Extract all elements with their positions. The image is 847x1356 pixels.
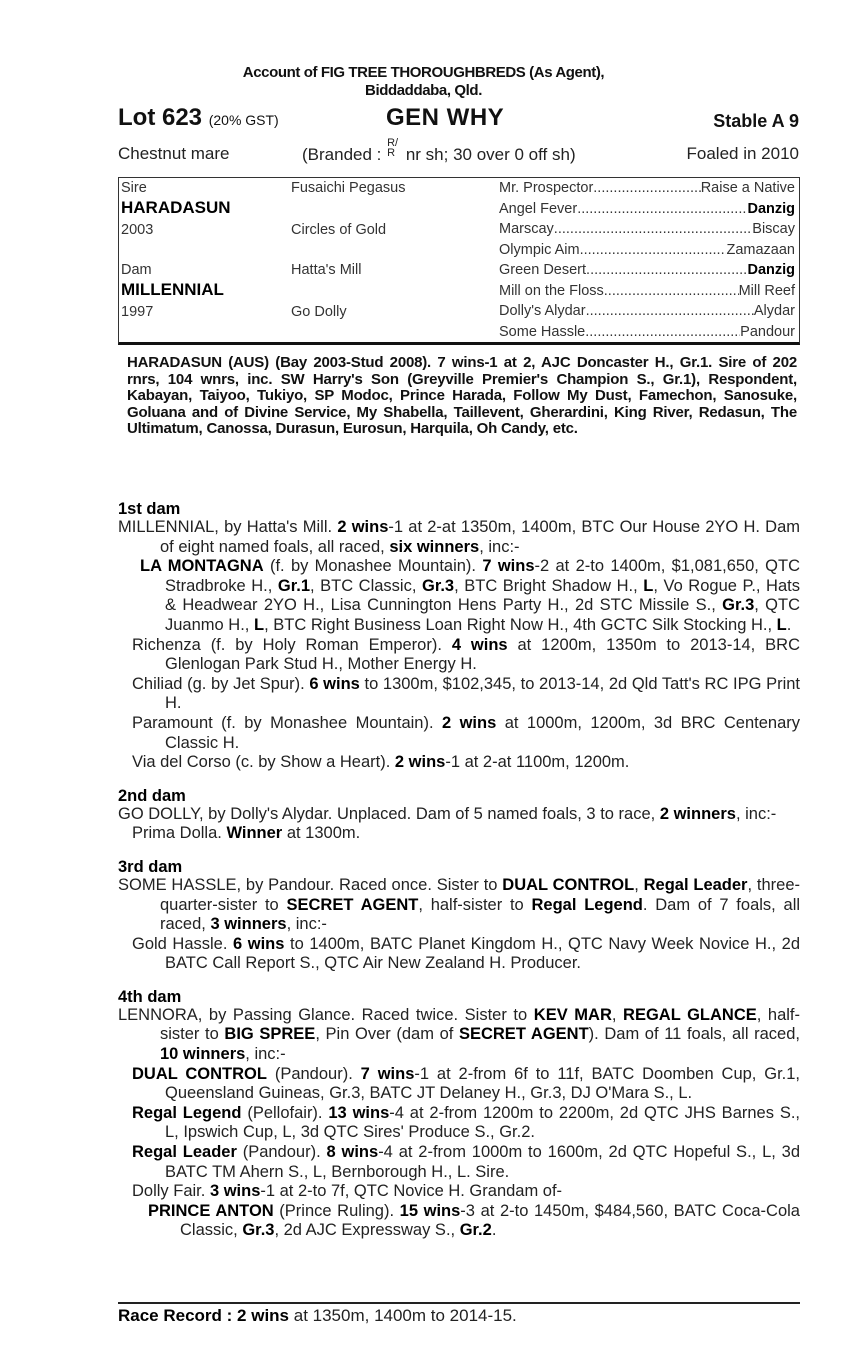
bold-text: Regal Legend: [132, 1103, 242, 1122]
family-entry: [118, 824, 800, 844]
text-run: -1 at 2-from 6f to 11f, BATC Doomben Cup, Gr.1, Queensland Guineas, Gr.3, BATC JT Delaney H., Gr.3, DJ O'Mara S., L.: [165, 1064, 801, 1103]
leader-dots: [554, 219, 752, 240]
text-run: to 1400m, BATC Planet Kingdom H., QTC Navy Week Novice H., 2d BATC Call Report S., QTC Air New Zealand H. Producer.: [165, 934, 800, 973]
gen3-horse: Mill on the Floss: [499, 282, 604, 299]
bold-text: 7 wins: [482, 557, 535, 576]
sire-year: 2003: [121, 222, 154, 238]
bold-text: LA MONTAGNA: [140, 557, 264, 576]
bold-text: L: [253, 615, 265, 634]
bold-text: DUAL CONTROL: [132, 1064, 267, 1083]
gen3-horse: Some Hassle: [499, 323, 586, 340]
text-run: MILLENNIAL, by Hatta's Mill.: [118, 518, 338, 536]
family-entry: [118, 1104, 800, 1143]
gen3-horse: Marscay: [499, 221, 554, 237]
sire-label: Sire: [121, 180, 147, 196]
bold-text: Gr.3: [722, 596, 755, 615]
gen3-sire: Pandour: [740, 323, 795, 340]
section-heading: 4th dam: [118, 987, 182, 1006]
text-run: SOME HASSLE, by Pandour. Raced once. Sister to: [118, 875, 503, 894]
gen3-sire: Biscay: [752, 221, 795, 237]
pedigree-table: [118, 177, 800, 345]
vendor-location: Biddaddaba, Qld.: [365, 82, 482, 99]
dam-section: [118, 988, 800, 1241]
leader-dots: [604, 281, 739, 302]
section-heading: 2nd dam: [118, 786, 186, 805]
section-heading: 3rd dam: [118, 857, 183, 876]
gen3-sire: Raise a Native: [700, 180, 795, 196]
brand-info: [302, 137, 576, 165]
text-run: Via del Corso (c. by Show a Heart).: [132, 753, 395, 772]
text-run: (f. by Monashee Mountain).: [263, 557, 483, 576]
bold-text: Gr.3: [422, 576, 455, 595]
pedigree-gen3-row: [499, 260, 795, 281]
text-run: Gold Hassle.: [132, 934, 234, 953]
bold-text: PRINCE ANTON: [148, 1201, 274, 1220]
bold-text: SECRET AGENT: [286, 895, 419, 914]
text-run: (Pandour).: [236, 1143, 327, 1162]
gen3-sire: Danzig: [747, 200, 795, 217]
family-entry: [118, 1065, 800, 1104]
text-run: (Pandour).: [266, 1064, 361, 1083]
leader-dots: [580, 240, 727, 261]
dam-section: [118, 787, 800, 844]
text-run: ). Dam of 11 foals, all raced,: [588, 1025, 800, 1044]
text-run: LENNORA, by Passing Glance. Raced twice. Sister to: [118, 1005, 534, 1024]
bold-text: 3 wins: [209, 1182, 261, 1201]
pedigree-gen3-row: [499, 199, 795, 220]
dam-section: [118, 500, 800, 773]
gen3-sire: Danzig: [747, 262, 795, 278]
stable-location: Stable A 9: [713, 111, 799, 131]
text-run: , half-sister to: [160, 1005, 801, 1044]
bold-text: 7 wins: [360, 1064, 415, 1083]
leader-dots: [586, 260, 747, 281]
bold-text: Gr.2: [459, 1221, 492, 1240]
gen3-horse: Dolly's Alydar: [499, 303, 586, 319]
bold-text: Gr.1: [277, 576, 310, 595]
foaled-year: Foaled in 2010: [686, 144, 799, 163]
text-run: (Pellofair).: [241, 1103, 329, 1122]
bold-text: 10 winners: [160, 1045, 246, 1064]
brand-symbol: R/R: [387, 137, 399, 159]
bold-text: Winner: [226, 824, 283, 843]
bold-text: L: [776, 615, 787, 634]
text-run: , BTC Right Business Loan Right Now H., 4th GCTC Silk Stocking H.,: [264, 615, 777, 634]
gst-note: (20% GST): [208, 112, 279, 128]
text-run: , BTC Classic,: [310, 576, 422, 595]
family-entry: [118, 1006, 800, 1065]
gen3-sire: Mill Reef: [738, 282, 795, 299]
bold-text: Regal Leader: [132, 1143, 237, 1162]
gen3-horse: Green Desert: [499, 262, 587, 278]
text-run: -1 at 2-to 7f, QTC Novice H. Grandam of-: [260, 1182, 563, 1201]
family-entry: [118, 1182, 800, 1202]
race-record-text: at 1350m, 1400m to 2014-15.: [289, 1306, 517, 1325]
bold-text: REGAL GLANCE: [623, 1005, 757, 1024]
lot-number: [118, 104, 279, 132]
bold-text: DUAL CONTROL: [502, 875, 635, 894]
leader-dots: [577, 199, 747, 220]
grandsire-paternal: Fusaichi Pegasus: [291, 180, 406, 196]
family-entry: [118, 753, 800, 773]
text-run: , inc:-: [735, 804, 777, 823]
pedigree-gen3-row: [499, 322, 795, 343]
text-run: , three-quarter-sister to: [160, 875, 800, 914]
pedigree-gen3-row: [499, 219, 795, 240]
text-run: , 2d AJC Expressway S.,: [274, 1221, 460, 1240]
leader-dots: [585, 322, 740, 343]
gen3-sire: Alydar: [753, 303, 795, 319]
pedigree-gen3-row: [499, 240, 795, 261]
section-heading: 1st dam: [118, 500, 181, 518]
sire-name: HARADASUN: [121, 198, 231, 217]
gen3-horse: Mr. Prospector: [499, 180, 594, 196]
race-record: [118, 1306, 517, 1326]
leader-dots: [586, 301, 754, 322]
granddam-maternal: Go Dolly: [291, 304, 347, 320]
divider: [118, 1302, 800, 1304]
dam-section: [118, 858, 800, 974]
text-run: Richenza (f. by Holy Roman Emperor).: [132, 635, 452, 654]
text-run: ,: [634, 875, 644, 894]
dam-name: MILLENNIAL: [121, 280, 224, 299]
text-run: to 1300m, $102,345, to 2013-14, 2d Qld Tatt's RC IPG Print H.: [165, 674, 801, 713]
lot-label: Lot 623: [118, 104, 203, 131]
pedigree-gen3-row: [499, 281, 795, 302]
vendor-name: Account of FIG TREE THOROUGHBREDS (As Agent),: [242, 64, 605, 81]
bold-text: 13 wins: [328, 1103, 390, 1122]
text-run: , Vo Rogue P., Hats & Headwear 2YO H., Lisa Cunnington Hens Party H., 2d STC Missile S.,: [165, 576, 800, 615]
gen3-horse: Olympic Aim: [499, 241, 580, 258]
gen3-horse: Angel Fever: [499, 200, 578, 217]
text-run: .: [491, 1221, 497, 1240]
family-entry: [118, 1143, 800, 1182]
family-entry: [118, 675, 800, 714]
bold-text: Regal Leader: [643, 875, 748, 894]
text-run: Paramount (f. by Monashee Mountain).: [132, 713, 442, 732]
text-run: -2 at 2-to 1400m, $1,081,650, QTC Stradbroke H.,: [165, 557, 800, 595]
bold-text: 15 wins: [399, 1201, 461, 1220]
text-run: . Dam of 7 foals, all raced,: [160, 895, 801, 934]
dam-year: 1997: [121, 304, 154, 320]
family-entry: [118, 518, 800, 557]
family-entry: [118, 805, 800, 825]
text-run: , inc:-: [479, 537, 520, 556]
pedigree-gen3-row: [499, 301, 795, 322]
bold-text: 4 wins: [451, 635, 508, 654]
bold-text: 6 wins: [233, 934, 285, 953]
bold-text: SECRET AGENT: [458, 1025, 589, 1044]
leader-dots: [593, 178, 700, 199]
text-run: -3 at 2-to 1450m, $484,560, BATC Coca-Cola Classic,: [180, 1201, 800, 1240]
text-run: .: [786, 615, 792, 634]
brand-suffix: nr sh; 30 over 0 off sh): [401, 145, 576, 164]
grandsire-maternal: Hatta's Mill: [291, 262, 362, 278]
pedigree-gen3-row: [499, 178, 795, 199]
bold-text: 2 winners: [659, 804, 736, 823]
text-run: -1 at 2-at 1350m, 1400m, BTC Our House 2YO H. Dam of eight named foals, all raced,: [160, 518, 801, 556]
bold-text: BIG SPREE: [224, 1025, 316, 1044]
bold-text: 8 wins: [326, 1143, 379, 1162]
bold-text: 2 wins: [337, 518, 389, 536]
horse-description: Chestnut mare: [118, 144, 230, 163]
bold-text: 3 winners: [210, 915, 287, 934]
family-entry: [118, 1202, 800, 1241]
family-entry: [118, 876, 800, 935]
dam-label: Dam: [121, 262, 152, 278]
vendor-header: [0, 64, 847, 100]
race-record-label: Race Record : 2 wins: [118, 1306, 290, 1325]
family-entry: [118, 714, 800, 753]
bold-text: 2 wins: [394, 753, 446, 772]
bold-text: six winners: [389, 537, 480, 556]
bold-text: 6 wins: [309, 674, 360, 693]
horse-name: GEN WHY: [386, 104, 505, 131]
bold-text: L: [643, 576, 654, 595]
bold-text: 2 wins: [441, 713, 497, 732]
text-run: -4 at 2-from 1000m to 1600m, 2d QTC Hopeful S., L, 3d BATC TM Ahern S., L, Bernborough H., L. Sire.: [165, 1143, 801, 1181]
text-run: -1 at 2-at 1100m, 1200m.: [445, 753, 630, 772]
family-entry: [118, 636, 800, 675]
text-run: (Prince Ruling).: [273, 1201, 400, 1220]
family-entry: [118, 557, 800, 635]
text-run: at 1000m, 1200m, 3d BRC Centenary Classic H.: [165, 713, 801, 752]
text-run: at 1200m, 1350m to 2013-14, BRC Glenlogan Park Stud H., Mother Energy H.: [165, 635, 801, 674]
family-details: [118, 500, 800, 1255]
text-run: , Pin Over (dam of: [315, 1025, 459, 1044]
text-run: , half-sister to: [418, 895, 532, 914]
text-run: at 1300m.: [282, 824, 361, 843]
gen3-sire: Zamazaan: [726, 241, 795, 258]
brand-prefix: (Branded :: [302, 145, 387, 164]
sire-notes: HARADASUN (AUS) (Bay 2003-Stud 2008). 7 wins-1 at 2, AJC Doncaster H., Gr.1. Sire of 202 rnrs, 104 wnrs, inc. SW Harry's Son (Greyville Premier's Champion S., Gr.1), Respondent, Kabayan, Taiyoo, Tukiyo, SP Modoc, Prince Harada, Follow My Dust, Famechon, Sanosuke, Goluana and of Divine Service, My Shabella, Taillevent, Gherardini, King River, Redasun, The Ultimatum, Canossa, Durasun, Eurosun, Harquila, Oh Candy, etc.: [127, 354, 797, 438]
text-run: , inc:-: [245, 1045, 286, 1064]
text-run: GO DOLLY, by Dolly's Alydar. Unplaced. Dam of 5 named foals, 3 to race,: [118, 804, 660, 823]
text-run: -4 at 2-from 1200m to 2200m, 2d QTC JHS Barnes S., L, Ipswich Cup, L, 3d QTC Sires' Produce S., Gr.2.: [165, 1103, 800, 1142]
bold-text: Gr.3: [242, 1221, 275, 1240]
text-run: , inc:-: [286, 915, 327, 934]
text-run: Chiliad (g. by Jet Spur).: [132, 674, 310, 693]
text-run: ,: [611, 1005, 624, 1024]
text-run: Dolly Fair.: [132, 1182, 210, 1201]
text-run: , QTC Juanmo H.,: [165, 596, 801, 634]
text-run: , BTC Bright Shadow H.,: [454, 576, 644, 595]
bold-text: Regal Legend: [531, 895, 643, 914]
family-entry: [118, 935, 800, 974]
granddam-paternal: Circles of Gold: [291, 222, 387, 238]
text-run: Prima Dolla.: [132, 824, 227, 843]
bold-text: KEV MAR: [533, 1005, 612, 1024]
